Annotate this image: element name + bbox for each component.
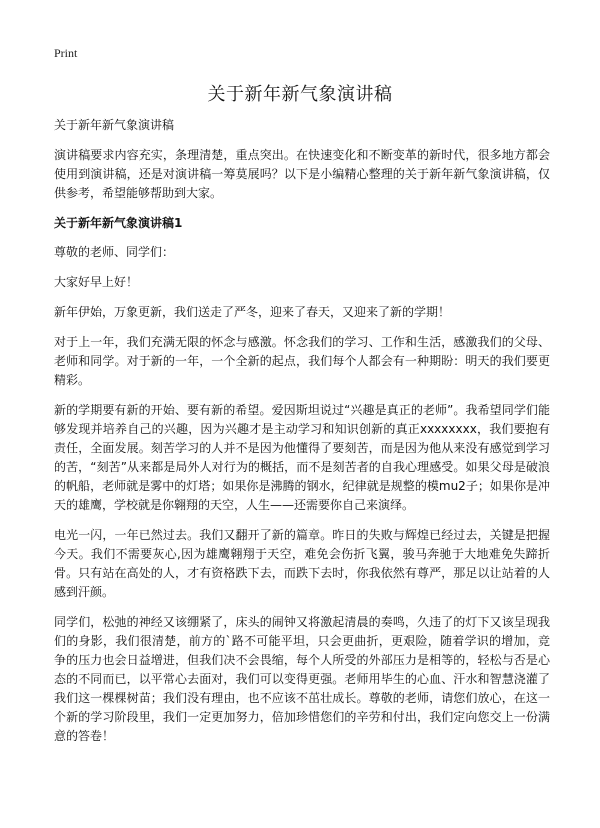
- body-paragraph: 同学们，松弛的神经又该绷紧了，床头的闹钟又将激起清晨的奏鸣，久违了的灯下又该呈现我们的身影，我们很清楚，前方的`路不可能平坦，只会更曲折，更艰险，随着学识的增加，竞争的压力也会日益增进，但我们决不会畏缩，每个人所受的外部压力是相等的，轻松与否是心态的不同而已，以平常心去面对，我们可以变得更强。老师用毕生的心血、汗水和智慧浇灌了我们这一棵棵树苗；我们没有理由，也不应该不茁壮成长。尊敬的老师，请您们放心，在这一个新的学习阶段里，我们一定更加努力，倍加珍惜您们的辛劳和付出，我们定向您交上一份满意的答卷！: [54, 615, 550, 743]
- salutation: 尊敬的老师、同学们：: [54, 245, 175, 259]
- document-title: 关于新年新气象演讲稿: [207, 84, 393, 105]
- body-paragraph: 新年伊始，万象更新，我们送走了严冬，迎来了春天，又迎来了新的学期！: [54, 305, 451, 319]
- intro-paragraph: 演讲稿要求内容充实，条理清楚，重点突出。在快速变化和不断变革的新时代，很多地方都会使用到演讲稿，还是对演讲稿一筹莫展吗？以下是小编精心整理的关于新年新气象演讲稿，仅供参考，希望能够帮助到大家。: [54, 148, 550, 200]
- body-paragraph: 电光一闪，一年已然过去。我们又翻开了新的篇章。昨日的失败与辉煌已经过去，关键是把握今天。我们不需要灰心,因为雄鹰翱翔于天空，难免会伤折飞翼，骏马奔驰于大地难免失蹄折骨。只有站在高处的人，才有资格跌下去，而跌下去时，你我依然有尊严，那足以让站着的人感到汗颜。: [54, 528, 550, 599]
- body-paragraph: 对于上一年，我们充满无限的怀念与感激。怀念我们的学习、工作和生活，感激我们的父母、老师和同学。对于新的一年，一个全新的起点，我们每个人都会有一种期盼：明天的我们要更精彩。: [54, 335, 550, 387]
- document-body: [54, 116, 550, 757]
- document-subtitle: 关于新年新气象演讲稿: [54, 118, 175, 132]
- body-paragraph: 新的学期要有新的开始、要有新的希望。爱因斯坦说过“兴趣是真正的老师”。我希望同学们能够发现并培养自己的兴趣，因为兴趣才是主动学习和知识创新的真正xxxxxxxx，我们要抱有责任，全面发展。刻苦学习的人并不是因为他懂得了要刻苦，而是因为他从来没有感觉到学习的苦，“刻苦”从来都是局外人对行为的概括，而不是刻苦者的自我心理感受。如果父母是破浪的帆船，老师就是雾中的灯塔；如果你是沸腾的钢水，纪律就是规整的模mu2子；如果你是冲天的雄鹰，学校就是你翱翔的天空，人生——还需要你自己来演绎。: [54, 403, 550, 512]
- print-link[interactable]: Print: [54, 46, 78, 60]
- greeting: 大家好早上好！: [54, 275, 139, 289]
- section-heading: 关于新年新气象演讲稿1: [54, 216, 183, 230]
